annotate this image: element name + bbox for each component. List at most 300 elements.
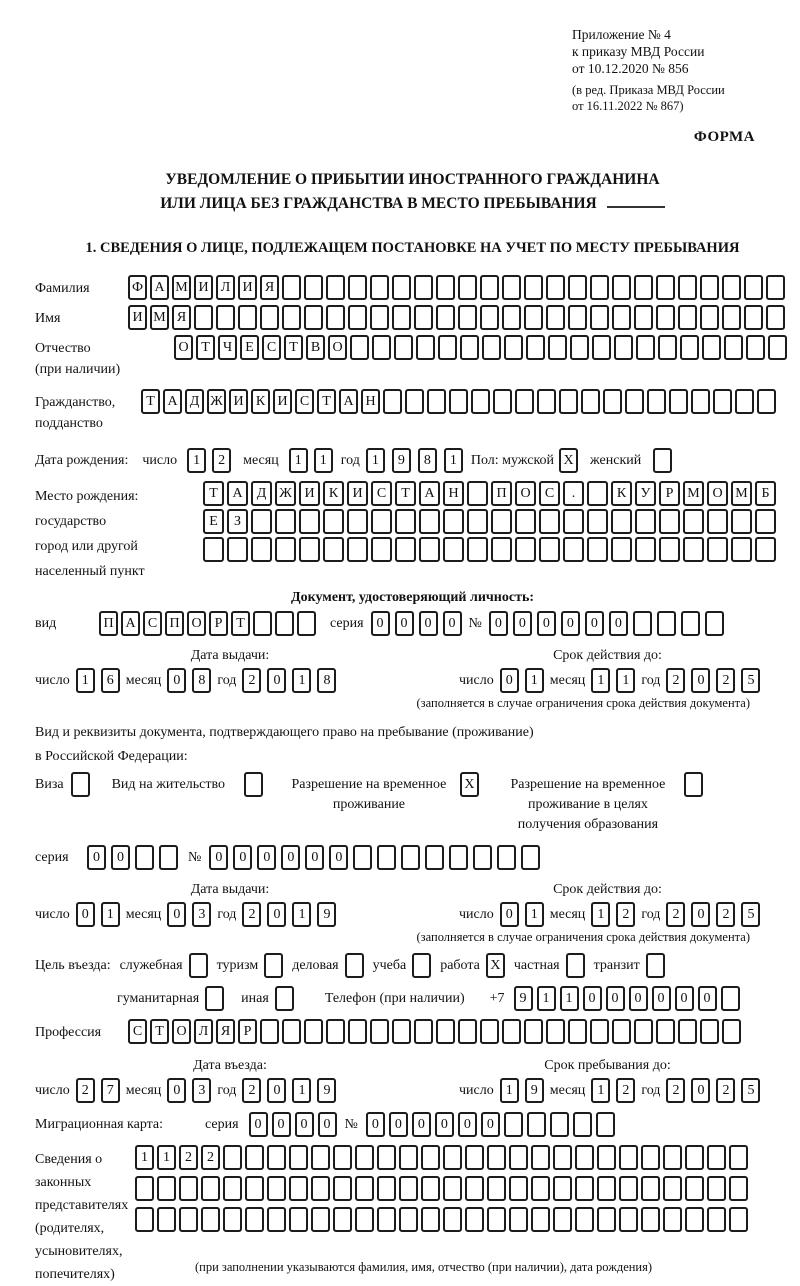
char-cell[interactable]: Т — [141, 389, 160, 414]
char-cell[interactable] — [311, 1176, 330, 1201]
char-cell[interactable]: 0 — [389, 1112, 408, 1137]
char-cell[interactable] — [493, 389, 512, 414]
char-cell[interactable] — [399, 1176, 418, 1201]
char-cell[interactable] — [663, 1145, 682, 1170]
char-cell[interactable] — [194, 305, 213, 330]
char-cell[interactable]: 2 — [212, 448, 231, 473]
char-cell[interactable] — [289, 1176, 308, 1201]
char-cell[interactable]: . — [563, 481, 584, 506]
char-cell[interactable] — [729, 1145, 748, 1170]
char-cell[interactable] — [531, 1145, 550, 1170]
char-cell[interactable] — [634, 275, 653, 300]
char-cell[interactable]: П — [99, 611, 118, 636]
char-cell[interactable] — [412, 953, 431, 978]
char-cell[interactable] — [611, 537, 632, 562]
char-cell[interactable] — [587, 481, 608, 506]
char-cell[interactable] — [244, 772, 263, 797]
char-cell[interactable] — [524, 275, 543, 300]
char-cell[interactable] — [684, 772, 703, 797]
char-cell[interactable]: С — [539, 481, 560, 506]
char-cell[interactable] — [289, 1207, 308, 1232]
char-cell[interactable] — [465, 1176, 484, 1201]
char-cell[interactable] — [526, 335, 545, 360]
char-cell[interactable] — [700, 305, 719, 330]
char-cell[interactable]: 0 — [606, 986, 625, 1011]
char-cell[interactable] — [635, 509, 656, 534]
char-cell[interactable]: 0 — [675, 986, 694, 1011]
char-cell[interactable]: Е — [203, 509, 224, 534]
char-cell[interactable] — [707, 509, 728, 534]
char-cell[interactable] — [275, 537, 296, 562]
char-cell[interactable] — [304, 305, 323, 330]
char-cell[interactable] — [656, 305, 675, 330]
char-cell[interactable]: 0 — [629, 986, 648, 1011]
char-cell[interactable] — [521, 845, 540, 870]
char-cell[interactable]: 9 — [392, 448, 411, 473]
char-cell[interactable] — [563, 509, 584, 534]
char-cell[interactable] — [546, 1019, 565, 1044]
char-cell[interactable]: 9 — [317, 902, 336, 927]
char-cell[interactable] — [135, 1207, 154, 1232]
char-cell[interactable] — [531, 1207, 550, 1232]
char-cell[interactable]: И — [128, 305, 147, 330]
char-cell[interactable]: 8 — [317, 668, 336, 693]
char-cell[interactable] — [267, 1145, 286, 1170]
char-cell[interactable] — [392, 1019, 411, 1044]
char-cell[interactable] — [392, 275, 411, 300]
char-cell[interactable]: 0 — [305, 845, 324, 870]
char-cell[interactable] — [223, 1207, 242, 1232]
char-cell[interactable]: А — [339, 389, 358, 414]
char-cell[interactable] — [612, 275, 631, 300]
char-cell[interactable]: В — [306, 335, 325, 360]
char-cell[interactable] — [304, 275, 323, 300]
char-cell[interactable] — [245, 1145, 264, 1170]
char-cell[interactable]: 0 — [318, 1112, 337, 1137]
char-cell[interactable]: 0 — [281, 845, 300, 870]
char-cell[interactable] — [223, 1176, 242, 1201]
char-cell[interactable] — [713, 389, 732, 414]
char-cell[interactable]: 1 — [525, 668, 544, 693]
char-cell[interactable] — [746, 335, 765, 360]
char-cell[interactable]: X — [486, 953, 505, 978]
char-cell[interactable]: 1 — [76, 668, 95, 693]
char-cell[interactable] — [524, 305, 543, 330]
char-cell[interactable] — [539, 509, 560, 534]
char-cell[interactable] — [563, 537, 584, 562]
char-cell[interactable]: У — [635, 481, 656, 506]
char-cell[interactable]: 1 — [537, 986, 556, 1011]
char-cell[interactable]: И — [194, 275, 213, 300]
char-cell[interactable] — [251, 537, 272, 562]
char-cell[interactable] — [480, 305, 499, 330]
char-cell[interactable]: 2 — [201, 1145, 220, 1170]
char-cell[interactable]: А — [419, 481, 440, 506]
char-cell[interactable] — [656, 275, 675, 300]
char-cell[interactable] — [159, 845, 178, 870]
char-cell[interactable] — [395, 537, 416, 562]
char-cell[interactable]: 0 — [272, 1112, 291, 1137]
char-cell[interactable] — [575, 1145, 594, 1170]
char-cell[interactable] — [347, 537, 368, 562]
char-cell[interactable]: 0 — [267, 1078, 286, 1103]
char-cell[interactable] — [705, 611, 724, 636]
char-cell[interactable] — [614, 335, 633, 360]
char-cell[interactable] — [201, 1207, 220, 1232]
char-cell[interactable]: С — [262, 335, 281, 360]
char-cell[interactable]: 0 — [443, 611, 462, 636]
char-cell[interactable]: 1 — [289, 448, 308, 473]
char-cell[interactable] — [702, 335, 721, 360]
char-cell[interactable]: 0 — [419, 611, 438, 636]
char-cell[interactable] — [443, 537, 464, 562]
char-cell[interactable]: 0 — [691, 902, 710, 927]
char-cell[interactable]: 1 — [560, 986, 579, 1011]
char-cell[interactable]: Ф — [128, 275, 147, 300]
char-cell[interactable]: Ж — [275, 481, 296, 506]
char-cell[interactable]: Т — [284, 335, 303, 360]
char-cell[interactable] — [497, 845, 516, 870]
char-cell[interactable] — [333, 1176, 352, 1201]
char-cell[interactable] — [641, 1207, 660, 1232]
char-cell[interactable] — [355, 1176, 374, 1201]
char-cell[interactable]: Т — [395, 481, 416, 506]
char-cell[interactable] — [597, 1176, 616, 1201]
char-cell[interactable]: 2 — [242, 1078, 261, 1103]
char-cell[interactable] — [458, 305, 477, 330]
char-cell[interactable] — [515, 389, 534, 414]
char-cell[interactable] — [641, 1176, 660, 1201]
char-cell[interactable] — [267, 1176, 286, 1201]
char-cell[interactable]: 2 — [716, 668, 735, 693]
char-cell[interactable]: 9 — [317, 1078, 336, 1103]
char-cell[interactable]: 1 — [591, 668, 610, 693]
char-cell[interactable]: 0 — [652, 986, 671, 1011]
char-cell[interactable]: Р — [209, 611, 228, 636]
char-cell[interactable]: Н — [361, 389, 380, 414]
char-cell[interactable]: Д — [251, 481, 272, 506]
char-cell[interactable] — [700, 275, 719, 300]
char-cell[interactable] — [683, 509, 704, 534]
char-cell[interactable]: 1 — [292, 1078, 311, 1103]
char-cell[interactable] — [251, 509, 272, 534]
char-cell[interactable] — [636, 335, 655, 360]
char-cell[interactable]: 5 — [741, 902, 760, 927]
char-cell[interactable] — [653, 448, 672, 473]
char-cell[interactable] — [370, 275, 389, 300]
char-cell[interactable] — [260, 1019, 279, 1044]
char-cell[interactable] — [135, 1176, 154, 1201]
char-cell[interactable]: 0 — [87, 845, 106, 870]
char-cell[interactable] — [634, 1019, 653, 1044]
char-cell[interactable] — [377, 845, 396, 870]
char-cell[interactable] — [683, 537, 704, 562]
char-cell[interactable] — [282, 1019, 301, 1044]
char-cell[interactable] — [612, 305, 631, 330]
char-cell[interactable] — [135, 845, 154, 870]
char-cell[interactable] — [383, 389, 402, 414]
char-cell[interactable] — [625, 389, 644, 414]
char-cell[interactable] — [487, 1145, 506, 1170]
char-cell[interactable] — [275, 611, 294, 636]
char-cell[interactable] — [504, 1112, 523, 1137]
char-cell[interactable] — [596, 1112, 615, 1137]
char-cell[interactable]: 0 — [561, 611, 580, 636]
char-cell[interactable]: А — [227, 481, 248, 506]
char-cell[interactable]: С — [371, 481, 392, 506]
char-cell[interactable]: X — [559, 448, 578, 473]
char-cell[interactable] — [724, 335, 743, 360]
char-cell[interactable] — [311, 1145, 330, 1170]
char-cell[interactable] — [744, 275, 763, 300]
char-cell[interactable]: 0 — [500, 668, 519, 693]
char-cell[interactable] — [755, 537, 776, 562]
char-cell[interactable]: К — [611, 481, 632, 506]
char-cell[interactable] — [509, 1145, 528, 1170]
char-cell[interactable] — [347, 509, 368, 534]
char-cell[interactable]: 2 — [616, 902, 635, 927]
char-cell[interactable]: Я — [260, 275, 279, 300]
char-cell[interactable] — [731, 537, 752, 562]
char-cell[interactable] — [502, 1019, 521, 1044]
char-cell[interactable]: 0 — [435, 1112, 454, 1137]
char-cell[interactable] — [392, 305, 411, 330]
char-cell[interactable] — [414, 1019, 433, 1044]
char-cell[interactable] — [482, 335, 501, 360]
char-cell[interactable]: П — [165, 611, 184, 636]
char-cell[interactable] — [355, 1207, 374, 1232]
char-cell[interactable] — [515, 537, 536, 562]
char-cell[interactable]: 2 — [616, 1078, 635, 1103]
char-cell[interactable] — [603, 389, 622, 414]
char-cell[interactable] — [766, 305, 785, 330]
char-cell[interactable] — [377, 1145, 396, 1170]
char-cell[interactable] — [419, 509, 440, 534]
char-cell[interactable]: 0 — [76, 902, 95, 927]
char-cell[interactable] — [203, 537, 224, 562]
char-cell[interactable] — [473, 845, 492, 870]
char-cell[interactable]: 0 — [500, 902, 519, 927]
char-cell[interactable] — [509, 1176, 528, 1201]
char-cell[interactable] — [467, 509, 488, 534]
char-cell[interactable] — [641, 1145, 660, 1170]
char-cell[interactable]: О — [515, 481, 536, 506]
char-cell[interactable]: 0 — [371, 611, 390, 636]
char-cell[interactable]: Т — [231, 611, 250, 636]
char-cell[interactable]: 1 — [292, 668, 311, 693]
char-cell[interactable] — [634, 305, 653, 330]
char-cell[interactable] — [348, 275, 367, 300]
char-cell[interactable] — [550, 1112, 569, 1137]
char-cell[interactable] — [685, 1207, 704, 1232]
char-cell[interactable] — [722, 305, 741, 330]
char-cell[interactable]: 2 — [716, 1078, 735, 1103]
char-cell[interactable]: 1 — [314, 448, 333, 473]
char-cell[interactable] — [707, 1176, 726, 1201]
char-cell[interactable] — [299, 509, 320, 534]
char-cell[interactable] — [443, 1176, 462, 1201]
char-cell[interactable]: 2 — [242, 668, 261, 693]
char-cell[interactable]: 0 — [167, 1078, 186, 1103]
char-cell[interactable]: А — [163, 389, 182, 414]
char-cell[interactable] — [438, 335, 457, 360]
char-cell[interactable]: 0 — [329, 845, 348, 870]
char-cell[interactable] — [311, 1207, 330, 1232]
char-cell[interactable] — [275, 509, 296, 534]
char-cell[interactable] — [377, 1176, 396, 1201]
char-cell[interactable]: О — [328, 335, 347, 360]
char-cell[interactable] — [691, 389, 710, 414]
char-cell[interactable]: И — [273, 389, 292, 414]
char-cell[interactable]: Т — [203, 481, 224, 506]
char-cell[interactable] — [575, 1176, 594, 1201]
char-cell[interactable]: 0 — [691, 668, 710, 693]
char-cell[interactable]: 7 — [101, 1078, 120, 1103]
char-cell[interactable]: 0 — [583, 986, 602, 1011]
char-cell[interactable] — [350, 335, 369, 360]
char-cell[interactable]: 0 — [395, 611, 414, 636]
char-cell[interactable] — [539, 537, 560, 562]
char-cell[interactable] — [678, 1019, 697, 1044]
char-cell[interactable]: 0 — [267, 902, 286, 927]
char-cell[interactable]: 9 — [514, 986, 533, 1011]
char-cell[interactable] — [282, 275, 301, 300]
char-cell[interactable] — [370, 1019, 389, 1044]
char-cell[interactable] — [71, 772, 90, 797]
char-cell[interactable]: П — [491, 481, 512, 506]
char-cell[interactable]: 9 — [525, 1078, 544, 1103]
char-cell[interactable]: 2 — [666, 902, 685, 927]
char-cell[interactable] — [326, 275, 345, 300]
char-cell[interactable]: 0 — [537, 611, 556, 636]
char-cell[interactable] — [537, 389, 556, 414]
char-cell[interactable] — [527, 1112, 546, 1137]
char-cell[interactable]: М — [731, 481, 752, 506]
char-cell[interactable] — [189, 953, 208, 978]
char-cell[interactable] — [405, 389, 424, 414]
char-cell[interactable] — [487, 1207, 506, 1232]
char-cell[interactable] — [157, 1207, 176, 1232]
char-cell[interactable] — [348, 1019, 367, 1044]
char-cell[interactable] — [553, 1145, 572, 1170]
char-cell[interactable] — [372, 335, 391, 360]
char-cell[interactable] — [345, 953, 364, 978]
char-cell[interactable]: С — [128, 1019, 147, 1044]
char-cell[interactable] — [633, 611, 652, 636]
char-cell[interactable] — [421, 1176, 440, 1201]
char-cell[interactable] — [659, 509, 680, 534]
char-cell[interactable]: 0 — [249, 1112, 268, 1137]
char-cell[interactable]: 1 — [591, 1078, 610, 1103]
char-cell[interactable] — [449, 389, 468, 414]
char-cell[interactable]: 0 — [691, 1078, 710, 1103]
char-cell[interactable] — [568, 305, 587, 330]
char-cell[interactable] — [201, 1176, 220, 1201]
char-cell[interactable]: 0 — [257, 845, 276, 870]
char-cell[interactable] — [581, 389, 600, 414]
char-cell[interactable] — [416, 335, 435, 360]
char-cell[interactable]: 0 — [233, 845, 252, 870]
char-cell[interactable]: Т — [317, 389, 336, 414]
char-cell[interactable] — [611, 509, 632, 534]
char-cell[interactable] — [546, 275, 565, 300]
char-cell[interactable] — [524, 1019, 543, 1044]
char-cell[interactable]: 5 — [741, 668, 760, 693]
char-cell[interactable] — [414, 305, 433, 330]
char-cell[interactable] — [377, 1207, 396, 1232]
char-cell[interactable]: З — [227, 509, 248, 534]
char-cell[interactable]: 1 — [366, 448, 385, 473]
char-cell[interactable] — [491, 509, 512, 534]
char-cell[interactable] — [443, 1145, 462, 1170]
char-cell[interactable] — [460, 335, 479, 360]
char-cell[interactable] — [395, 509, 416, 534]
char-cell[interactable] — [735, 389, 754, 414]
char-cell[interactable]: К — [323, 481, 344, 506]
char-cell[interactable] — [573, 1112, 592, 1137]
char-cell[interactable] — [575, 1207, 594, 1232]
char-cell[interactable] — [685, 1176, 704, 1201]
char-cell[interactable] — [436, 305, 455, 330]
char-cell[interactable]: 8 — [192, 668, 211, 693]
char-cell[interactable]: О — [187, 611, 206, 636]
char-cell[interactable] — [394, 335, 413, 360]
char-cell[interactable]: И — [347, 481, 368, 506]
char-cell[interactable] — [515, 509, 536, 534]
char-cell[interactable] — [323, 509, 344, 534]
char-cell[interactable] — [471, 389, 490, 414]
char-cell[interactable] — [275, 986, 294, 1011]
char-cell[interactable] — [480, 1019, 499, 1044]
char-cell[interactable] — [238, 305, 257, 330]
char-cell[interactable]: О — [707, 481, 728, 506]
char-cell[interactable]: 1 — [157, 1145, 176, 1170]
char-cell[interactable]: И — [238, 275, 257, 300]
char-cell[interactable]: 0 — [513, 611, 532, 636]
char-cell[interactable] — [179, 1176, 198, 1201]
char-cell[interactable] — [755, 509, 776, 534]
char-cell[interactable] — [509, 1207, 528, 1232]
char-cell[interactable] — [681, 611, 700, 636]
char-cell[interactable]: 0 — [209, 845, 228, 870]
char-cell[interactable] — [480, 275, 499, 300]
char-cell[interactable] — [465, 1207, 484, 1232]
char-cell[interactable] — [680, 335, 699, 360]
char-cell[interactable] — [260, 305, 279, 330]
char-cell[interactable]: 1 — [500, 1078, 519, 1103]
char-cell[interactable]: 1 — [187, 448, 206, 473]
char-cell[interactable] — [548, 335, 567, 360]
char-cell[interactable] — [419, 537, 440, 562]
char-cell[interactable] — [333, 1145, 352, 1170]
char-cell[interactable] — [245, 1176, 264, 1201]
char-cell[interactable]: Я — [216, 1019, 235, 1044]
char-cell[interactable] — [568, 1019, 587, 1044]
char-cell[interactable] — [592, 335, 611, 360]
char-cell[interactable] — [436, 275, 455, 300]
char-cell[interactable] — [371, 537, 392, 562]
char-cell[interactable] — [612, 1019, 631, 1044]
char-cell[interactable]: 2 — [666, 668, 685, 693]
char-cell[interactable] — [267, 1207, 286, 1232]
char-cell[interactable] — [348, 305, 367, 330]
char-cell[interactable] — [646, 953, 665, 978]
char-cell[interactable] — [282, 305, 301, 330]
char-cell[interactable] — [245, 1207, 264, 1232]
char-cell[interactable] — [491, 537, 512, 562]
char-cell[interactable] — [757, 389, 776, 414]
char-cell[interactable]: 2 — [716, 902, 735, 927]
